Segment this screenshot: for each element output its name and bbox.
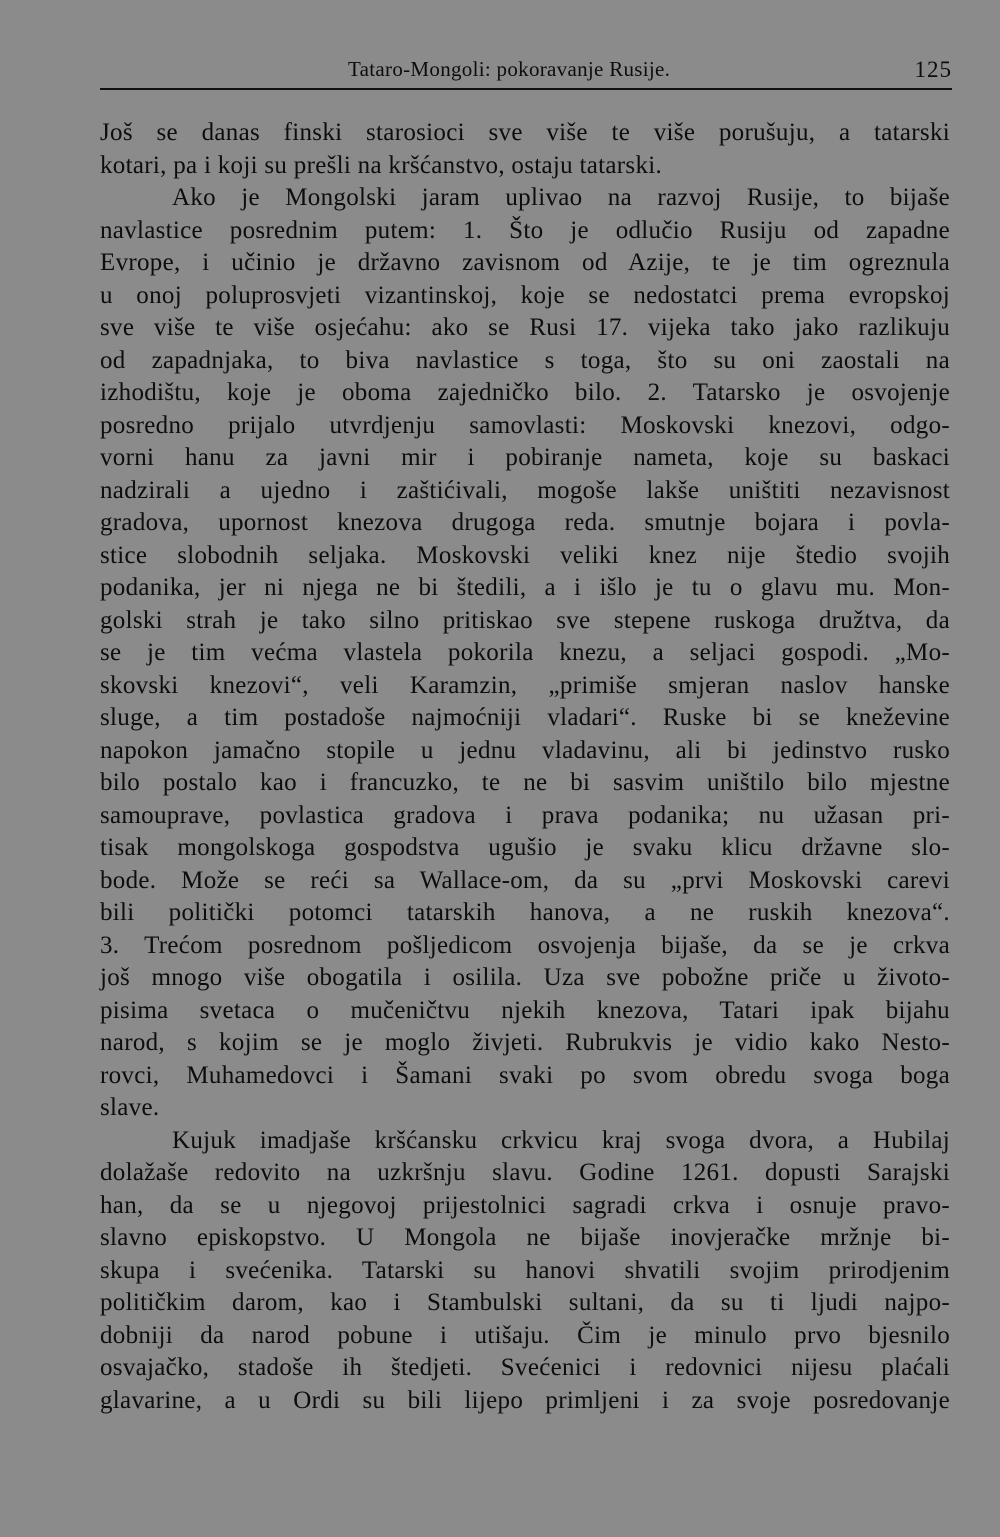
text-line: političkim darom, kao i Stambulski sultani, da su ti ljudi najpo- <box>100 1289 950 1316</box>
text-line: osvajačko, stadoše ih štedjeti. Svećenici i redovnici nijesu plaćali <box>100 1354 950 1381</box>
text-line: se je tim većma vlastela pokorila knezu, a seljaci gospodi. „Mo- <box>100 639 950 666</box>
text-line: glavarine, a u Ordi su bili lijepo primljeni i za svoje posredovanje <box>100 1386 950 1414</box>
text-line: skupa i svećenika. Tatarski su hanovi shvatili svojim prirodjenim <box>100 1256 950 1284</box>
text-line: bode. Može se reći sa Wallace-om, da su „prvi Moskovski carevi <box>100 866 950 894</box>
text-line: 3. Trećom posrednom pošljedicom osvojenja bijaše, da se je crkva <box>100 931 950 959</box>
text-line: rovci, Muhamedovci i Šamani svaki po svom obredu svoga boga <box>100 1061 950 1089</box>
text-line: skovski knezovi“, veli Karamzin, „primiše smjeran naslov hanske <box>100 671 950 699</box>
text-line: od zapadnjaka, to biva navlastice s toga, što su oni zaostali na <box>100 346 950 374</box>
text-line: slavno episkopstvo. U Mongola ne bijaše inovjeračke mržnje bi- <box>100 1224 950 1251</box>
text-line: kotari, pa i koji su prešli na kršćanstvo, ostaju tatarski. <box>100 151 663 179</box>
text-line: Ako je Mongolski jaram uplivao na razvoj Rusije, to bijaše <box>172 184 950 211</box>
text-line: u onoj poluprosvjeti vizantinskoj, koje se nedostatci prema evropskoj <box>100 281 950 309</box>
text-line: pisima svetaca o mučeničtvu njekih knezova, Tatari ipak bijahu <box>100 996 950 1024</box>
text-line: golski strah je tako silno pritiskao sve stepene ruskoga družtva, da <box>100 606 950 634</box>
text-line: još mnogo više obogatila i osilila. Uza sve pobožne priče u životo- <box>100 964 950 991</box>
text-line: samouprave, povlastica gradova i prava podanika; nu užasan pri- <box>100 801 950 829</box>
text-line: nadzirali a ujedno i zaštićivali, mogoše lakše uništiti nezavisnost <box>100 476 950 504</box>
text-line: napokon jamačno stopile u jednu vladavinu, ali bi jedinstvo rusko <box>100 736 950 764</box>
text-line: stice slobodnih seljaka. Moskovski veliki knez nije štedio svojih <box>100 541 950 569</box>
text-line: Kujuk imadjaše kršćansku crkvicu kraj svoga dvora, a Hubilaj <box>172 1126 950 1154</box>
text-line: han, da se u njegovoj prijestolnici sagradi crkva i osnuje pravo- <box>100 1191 950 1219</box>
text-line: bilo postalo kao i francuzko, te ne bi sasvim uništilo bilo mjestne <box>100 769 950 796</box>
running-title: Tataro-Mongoli: pokoravanje Rusije. <box>348 57 671 81</box>
page-number: 125 <box>914 57 952 82</box>
text-line: tisak mongolskoga gospodstva ugušio je svaku klicu državne slo- <box>100 834 950 861</box>
text-line: bili politički potomci tatarskih hanova, a ne ruskih knezova“. <box>100 899 950 926</box>
text-line: navlastice posrednim putem: 1. Što je odlučio Rusiju od zapadne <box>100 216 950 244</box>
text-line: sve više te više osjećahu: ako se Rusi 17. vijeka tako jako razlikuju <box>100 314 950 341</box>
text-line: dolažaše redovito na uzkršnju slavu. Godine 1261. dopusti Sarajski <box>100 1159 950 1186</box>
text-line: izhodištu, koje je oboma zajedničko bilo. 2. Tatarsko je osvojenje <box>100 379 950 406</box>
text-line: Još se danas finski starosioci sve više te više porušuju, a tatarski <box>100 119 950 146</box>
text-line: dobniji da narod pobune i utišaju. Čim je minulo prvo bjesnilo <box>100 1321 950 1349</box>
page-header <box>100 52 952 92</box>
text-line: sluge, a tim postadoše najmoćniji vladari“. Ruske bi se kneževine <box>100 704 950 731</box>
text-line: Evrope, i učinio je državno zavisnom od Azije, te je tim ogreznula <box>100 249 950 276</box>
text-line: podanika, jer ni njega ne bi štedili, a i išlo je tu o glavu mu. Mon- <box>100 574 950 601</box>
text-line: slave. <box>100 1094 160 1121</box>
header-rule <box>100 88 952 90</box>
text-line: vorni hanu za javni mir i pobiranje nameta, koje su baskaci <box>100 444 950 471</box>
text-line: gradova, upornost knezova drugoga reda. smutnje bojara i povla- <box>100 509 950 536</box>
text-line: posredno prijalo utvrdjenju samovlasti: Moskovski knezovi, odgo- <box>100 411 950 439</box>
body-text <box>100 117 950 1417</box>
text-line: narod, s kojim se je moglo živjeti. Rubrukvis je vidio kako Nesto- <box>100 1029 950 1056</box>
